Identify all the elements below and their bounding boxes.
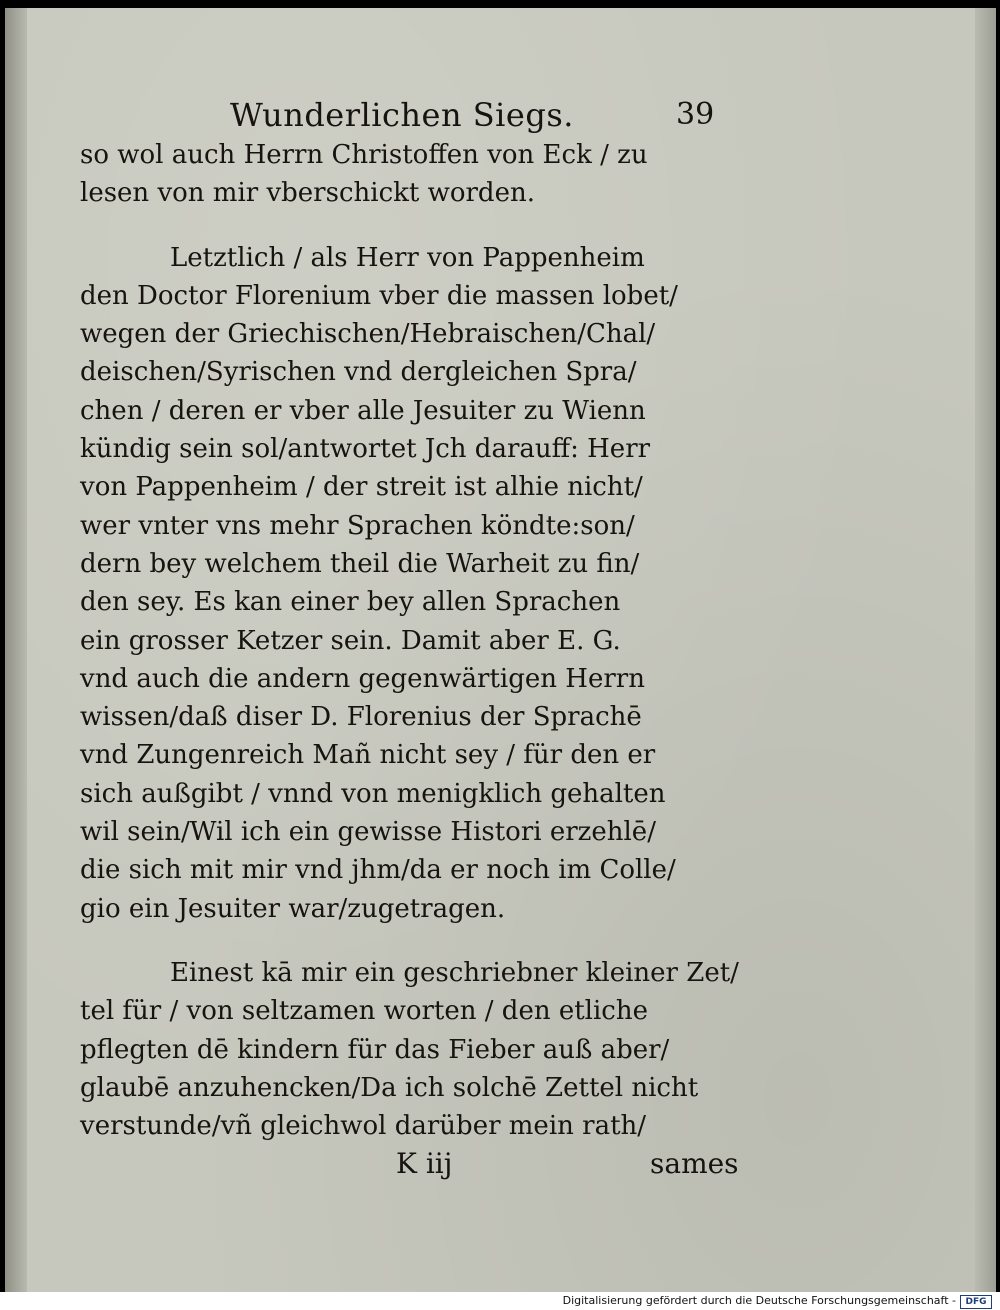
text-line: die sich mit mir vnd jhm/da er noch im Colle/ <box>80 855 676 886</box>
signature-mark: K iij <box>396 1147 453 1181</box>
text-line: gio ein Jesuiter war/zugetragen. <box>80 893 506 924</box>
text-line: kündig sein sol/antwortet Jch darauff: Herr <box>80 434 651 465</box>
text-line: wegen der Griechischen/Hebraischen/Chal/ <box>80 319 656 350</box>
text-line: den Doctor Florenium vber die massen lobet/ <box>80 280 678 311</box>
text-line: chen / deren er vber alle Jesuiter zu Wienn <box>80 395 646 426</box>
page-number: 39 <box>676 97 715 132</box>
dfg-logo: DFG <box>960 1295 992 1309</box>
text-line: tel für / von seltzamen worten / den etliche <box>80 996 649 1027</box>
text-line: vnd auch die andern gegenwärtigen Herrn <box>80 663 645 694</box>
text-line: Letztlich / als Herr von Pappenheim <box>170 242 645 273</box>
text-line: wil sein/Wil ich ein gewisse Histori erzehlē/ <box>80 817 656 848</box>
funding-footer-bar <box>0 1292 1000 1310</box>
text-line: dern bey welchem theil die Warheit zu fin/ <box>80 548 640 579</box>
text-line: pflegten dē kindern für das Fieber auß aber/ <box>80 1034 670 1065</box>
text-line: so wol auch Herrn Christoffen von Eck / zu <box>80 140 648 170</box>
text-line: von Pappenheim / der streit ist alhie nicht/ <box>80 472 643 503</box>
text-block <box>80 92 740 1185</box>
text-line: Einest kā mir ein geschriebner kleiner Zet/ <box>170 957 739 988</box>
text-line: wissen/daß diser D. Florenius der Sprachē <box>80 702 642 733</box>
text-line: vnd Zungenreich Mañ nicht sey / für den er <box>80 740 656 771</box>
text-line: ein grosser Ketzer sein. Damit aber E. G. <box>80 625 621 656</box>
text-line: glaubē anzuhencken/Da ich solchē Zettel nicht <box>80 1072 699 1103</box>
running-head <box>80 92 740 136</box>
paragraph-2 <box>80 239 740 928</box>
text-line: verstunde/vñ gleichwol darüber mein rath/ <box>80 1111 647 1142</box>
page-edge-left <box>5 8 27 1292</box>
text-line: sich außgibt / vnnd von menigklich gehalten <box>80 778 666 809</box>
page-edge-right <box>975 8 996 1292</box>
text-line: den sey. Es kan einer bey allen Sprachen <box>80 587 621 618</box>
text-line: lesen von mir vberschickt worden. <box>80 178 535 209</box>
running-head-title: Wunderlichen Siegs. <box>230 96 574 134</box>
paragraph-gap <box>80 213 740 239</box>
paragraph-3 <box>80 954 740 1145</box>
page-footer <box>80 1145 740 1185</box>
funding-notice: Digitalisierung gefördert durch die Deutsche Forschungsgemeinschaft - <box>562 1294 956 1307</box>
paragraph-gap <box>80 928 740 954</box>
text-line: wer vnter vns mehr Sprachen köndte:son/ <box>80 510 635 541</box>
text-line: deischen/Syrischen vnd dergleichen Spra/ <box>80 357 637 388</box>
paragraph-1 <box>80 136 740 213</box>
catchword: sames <box>650 1147 739 1181</box>
